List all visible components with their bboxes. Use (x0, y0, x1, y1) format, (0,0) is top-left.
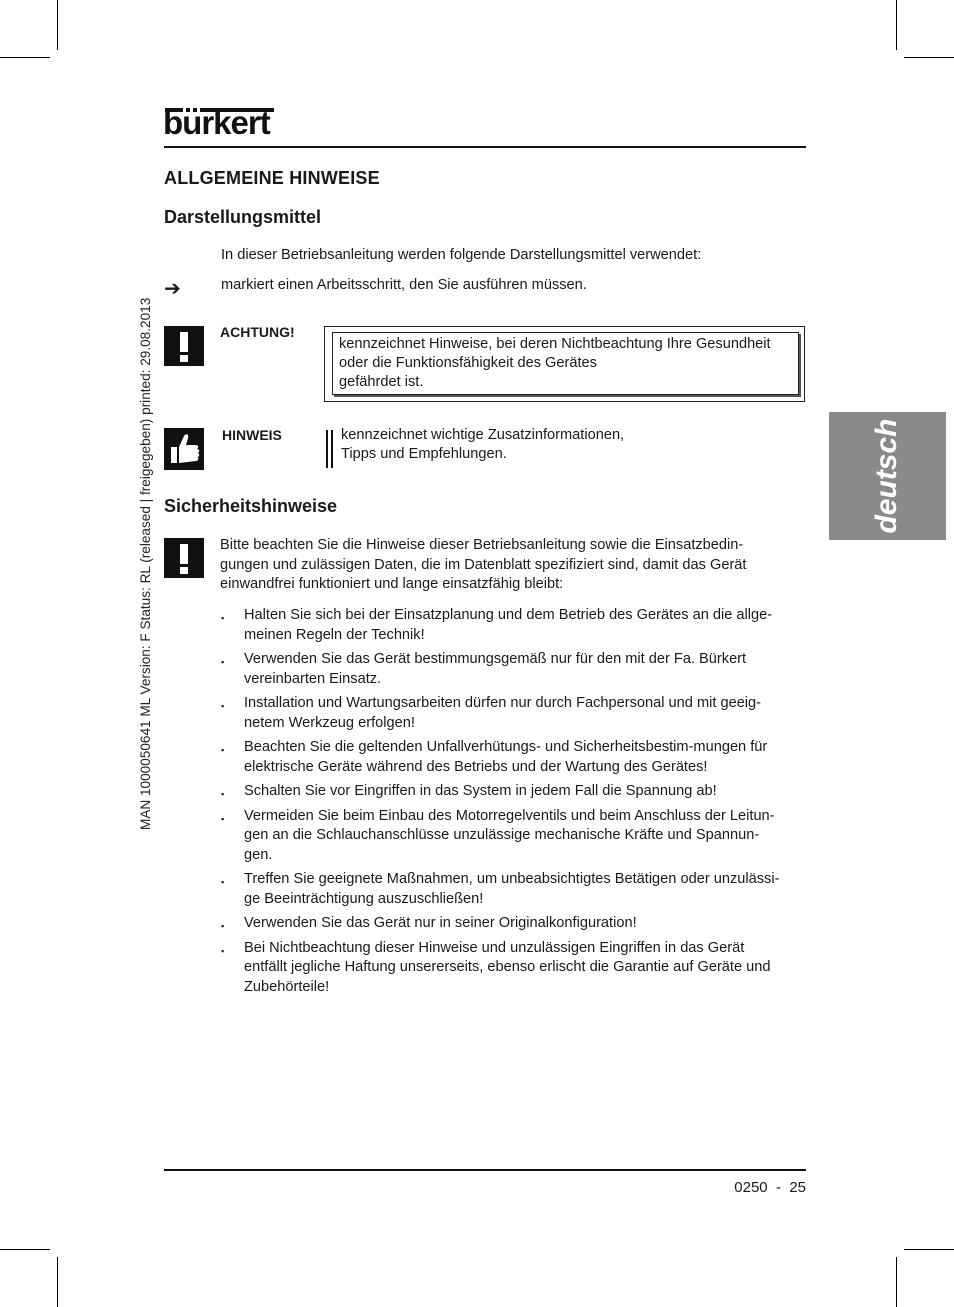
crop-mark (904, 1249, 954, 1250)
darstellung-intro: In dieser Betriebsanleitung werden folgende Darstellungsmittel verwendet: (221, 247, 702, 263)
warning-exclamation-icon (164, 326, 204, 366)
bullet-marker: ▪ (221, 813, 225, 824)
crop-mark (0, 1249, 50, 1250)
bullet-text-line: netem Werkzeug erfolgen! (244, 714, 415, 731)
safety-bullet-item (221, 606, 811, 645)
bullet-text-line: vereinbarten Einsatz. (244, 670, 382, 687)
bullet-text-line: Verwenden Sie das Gerät bestimmungsgemäß nur für den mit der Fa. Bürkert (244, 651, 747, 667)
crop-mark (896, 0, 897, 50)
bullet-text-line: Bei Nichtbeachtung dieser Hinweise und unzulässigen Eingriffen in das Gerät (244, 939, 745, 956)
bullet-text-line: Verwenden Sie das Gerät nur in seiner Originalkonfiguration! (244, 915, 637, 931)
safety-bullet-item (221, 738, 811, 777)
language-tab-label: deutsch (870, 418, 903, 534)
crop-mark (57, 0, 58, 50)
language-tab (829, 412, 946, 540)
bullet-text-line: Halten Sie sich bei der Einsatzplanung und dem Betrieb des Gerätes an die allge- (244, 607, 773, 623)
crop-mark (896, 1257, 897, 1307)
heading-sicherheitshinweise: Sicherheitshinweise (164, 496, 338, 516)
bullet-text-line: elektrische Geräte während des Betriebs und der Wartung des Gerätes! (244, 758, 708, 775)
footer-rule (164, 1169, 806, 1171)
bullet-text-line: ge Beeinträchtigung auszuschließen! (244, 890, 484, 907)
bullet-text-line: Vermeiden Sie beim Einbau des Motorregelventils und beim Anschluss der Leitun- (244, 807, 775, 824)
bullet-marker: ▪ (221, 921, 225, 931)
safety-bullet-item (221, 939, 811, 998)
crop-mark (0, 57, 50, 58)
safety-bullet-item (221, 914, 811, 934)
safety-bullet-item (221, 782, 811, 802)
safety-bullet-item (221, 694, 811, 733)
warning-exclamation-icon (164, 538, 204, 578)
heading-darstellungsmittel: Darstellungsmittel (164, 207, 322, 227)
header-rule (164, 146, 806, 148)
bullet-text-line: gen an die Schlauchanschlüsse unzulässige mechanische Kräfte und Spannun- (244, 827, 760, 843)
bullet-marker: ▪ (221, 613, 225, 623)
bullet-marker: ▪ (221, 745, 225, 755)
hinweis-text-line-1: kennzeichnet wichtige Zusatzinformationen, (341, 427, 625, 443)
achtung-text-line-1: kennzeichnet Hinweise, bei deren Nichtbeachtung Ihre Gesundheit (339, 336, 771, 352)
sicherheit-intro-line-2: gungen und zulässigen Daten, die im Datenblatt spezifiziert sind, damit das Gerät (220, 557, 747, 573)
bullet-text-line: gen. (244, 846, 273, 863)
section-title: ALLGEMEINE HINWEISE (164, 168, 380, 188)
crop-mark (904, 57, 954, 58)
crop-mark (57, 1257, 58, 1307)
bullet-text-line: meinen Regeln der Technik! (244, 626, 425, 643)
logo-text: burkert (163, 104, 270, 141)
hinweis-text-line-2: Tipps und Empfehlungen. (341, 446, 507, 462)
safety-bullet-item (221, 650, 811, 689)
bullet-marker: ▪ (221, 877, 225, 887)
hinweis-bar (331, 430, 333, 468)
bullet-text-line: entfällt jegliche Haftung unsererseits, ebenso erlischt die Garantie auf Geräte und (244, 959, 771, 975)
hinweis-label: HINWEIS (222, 427, 282, 443)
arrow-description: markiert einen Arbeitsschritt, den Sie ausführen müssen. (221, 277, 587, 293)
bullet-text-line: Treffen Sie geeignete Maßnahmen, um unbeabsichtigtes Betätigen oder unzulässi- (244, 871, 780, 887)
bullet-marker: ▪ (221, 945, 225, 956)
bullet-text-line: Beachten Sie die geltenden Unfallverhütungs- und Sicherheitsbestim-mungen für (244, 739, 768, 755)
document-meta-vertical: MAN 1000050641 ML Version: F Status: RL (released | freigegeben) printed: 29.08.2013 (138, 297, 153, 830)
arrow-icon: ➔ (164, 278, 181, 300)
bullet-marker: ▪ (221, 657, 225, 667)
safety-bullet-item (221, 870, 811, 909)
hinweis-bar (326, 430, 328, 468)
bullet-marker: ▪ (221, 701, 225, 711)
bullet-text-line: Installation und Wartungsarbeiten dürfen nur durch Fachpersonal und mit geeig- (244, 695, 762, 711)
safety-bullet-item (221, 807, 811, 866)
bullet-text-line: Zubehörteile! (244, 978, 330, 995)
sicherheit-intro-line-3: einwandfrei funktioniert und lange einsatzfähig bleibt: (220, 576, 564, 592)
bullet-marker: ▪ (221, 789, 225, 799)
achtung-text-line-3: gefährdet ist. (339, 374, 424, 390)
safety-bullet-list (221, 606, 811, 1002)
achtung-label: ACHTUNG! (220, 324, 295, 340)
bullet-text-line: Schalten Sie vor Eingriffen in das System in jedem Fall die Spannung ab! (244, 783, 717, 799)
achtung-text-line-2: oder die Funktionsfähigkeit des Gerätes (339, 355, 597, 371)
thumbs-up-hint-icon (164, 428, 204, 470)
page-number: 0250 - 25 (734, 1179, 806, 1196)
sicherheit-intro-line-1: Bitte beachten Sie die Hinweise dieser Betriebsanleitung sowie die Einsatzbedin- (220, 537, 744, 553)
